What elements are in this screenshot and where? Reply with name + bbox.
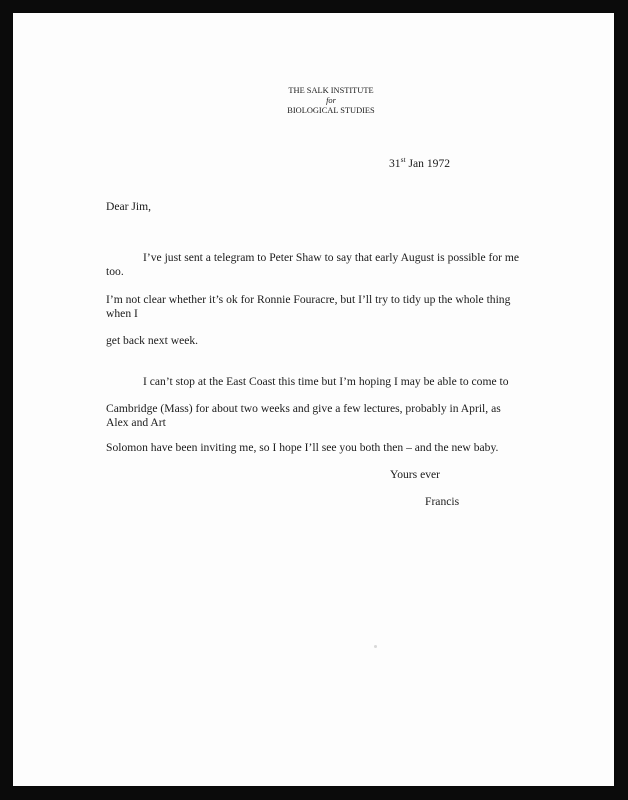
signature: Francis: [425, 495, 460, 508]
closing: Yours ever: [390, 468, 441, 481]
date-suffix: st: [400, 155, 406, 164]
paragraph3-line2: Cambridge (Mass) for about two weeks and give a few lectures, probably in April, as: [106, 402, 501, 415]
paragraph2-line2: when I: [106, 307, 138, 320]
paragraph3-line1: I can’t stop at the East Coast this time but I’m hoping I may be able to come to: [143, 375, 509, 388]
letterhead-institute: THE SALK INSTITUTE: [288, 86, 374, 95]
letter-date: [389, 157, 450, 171]
paragraph3-line3: Alex and Art: [106, 416, 166, 429]
paragraph3-line4: Solomon have been inviting me, so I hope I’ll see you both then – and the new baby.: [106, 441, 499, 454]
letterhead-for: for: [326, 96, 336, 105]
paragraph1-line2: too.: [106, 265, 124, 278]
date-rest: Jan 1972: [405, 157, 451, 170]
salutation: Dear Jim,: [106, 200, 152, 213]
paragraph2-line1: I’m not clear whether it’s ok for Ronnie Fouracre, but I’ll try to tidy up the whole thing: [106, 293, 511, 306]
paragraph1-line1: I’ve just sent a telegram to Peter Shaw to say that early August is possible for me: [143, 251, 520, 264]
letterhead-studies: BIOLOGICAL STUDIES: [287, 106, 375, 115]
date-day: 31: [389, 157, 401, 170]
paragraph2-line3: get back next week.: [106, 334, 199, 347]
letter-page: [13, 13, 614, 786]
paper-speck: [374, 645, 377, 648]
letterhead: [231, 86, 431, 116]
